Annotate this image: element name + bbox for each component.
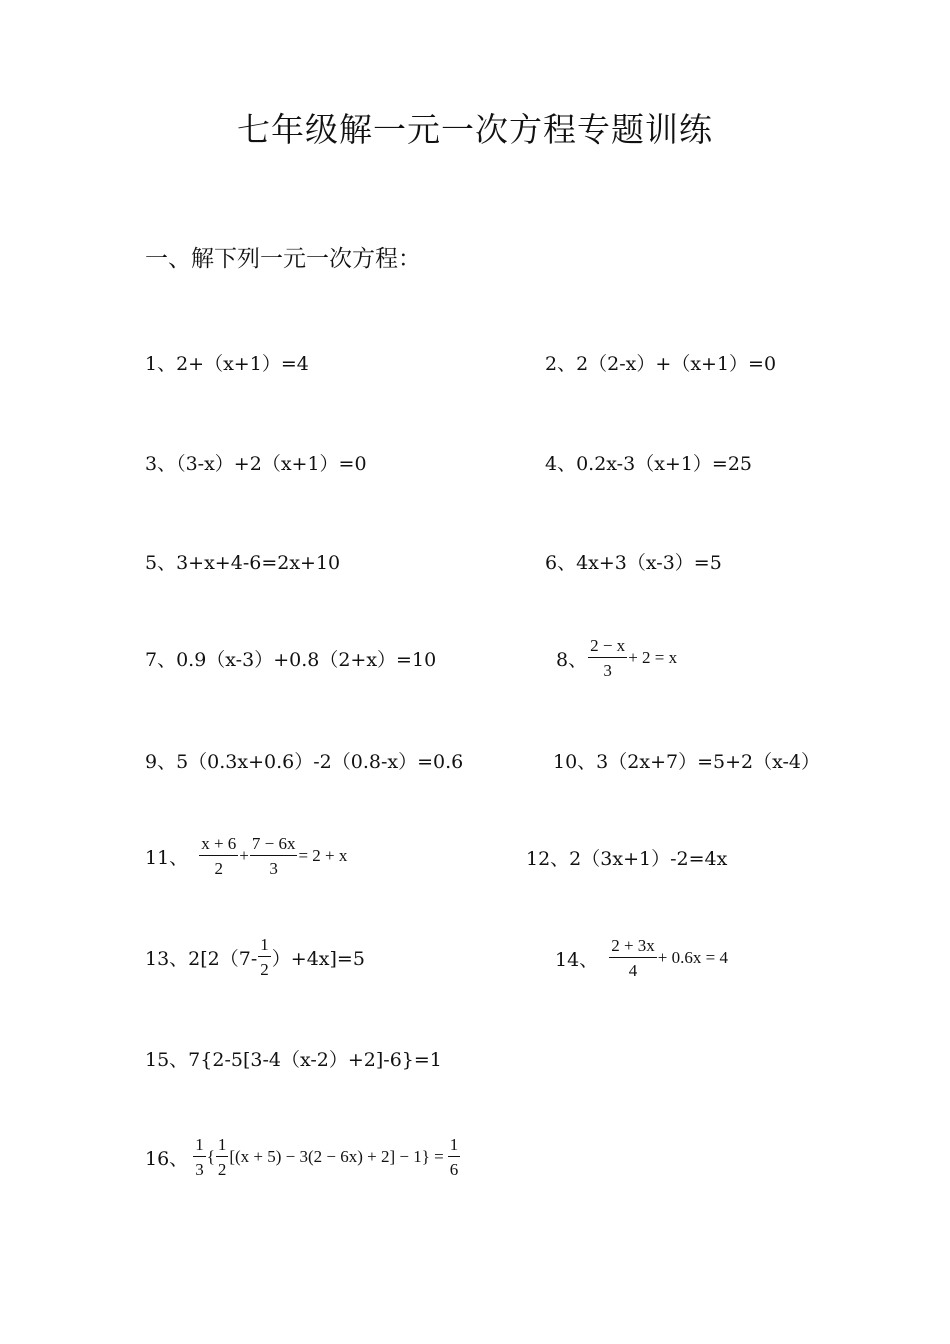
section-heading: 一、解下列一元一次方程： — [145, 246, 421, 272]
problem-7: 7、0.9（x-3）+0.8（2+x）=10 — [145, 649, 437, 671]
problem-13-label: 13、2[2（7- — [145, 947, 258, 970]
problem-13 — [145, 936, 365, 978]
problem-8 — [556, 637, 677, 679]
fraction-denominator: 2 — [260, 960, 269, 979]
fraction-numerator: 1 — [216, 1136, 229, 1157]
problem-13-rest: ）+4x]=5 — [271, 947, 365, 970]
fraction-numerator: 2 − x — [588, 637, 627, 658]
problem-3: 3、（3-x）+2（x+1）=0 — [145, 453, 367, 475]
problem-14-fraction — [609, 937, 657, 979]
fraction-denominator: 6 — [449, 1160, 459, 1179]
fraction-numerator: 1 — [448, 1136, 461, 1157]
problem-11-fraction-2 — [250, 835, 298, 877]
fraction-numerator: 1 — [258, 936, 271, 957]
fraction-denominator: 3 — [195, 1160, 204, 1179]
fraction-numerator: 2 + 3x — [609, 937, 657, 958]
problem-10: 10、3（2x+7）=5+2（x-4） — [553, 751, 820, 773]
problem-16-fraction-1 — [193, 1136, 206, 1178]
problem-12: 12、2（3x+1）-2=4x — [526, 848, 728, 870]
fraction-denominator: 3 — [603, 661, 612, 680]
problem-11-label: 11、 — [145, 846, 189, 869]
problem-6: 6、4x+3（x-3）=5 — [545, 552, 722, 574]
problem-9: 9、5（0.3x+0.6）-2（0.8-x）=0.6 — [145, 751, 464, 773]
problem-8-label: 8、 — [556, 648, 588, 671]
problem-16-brace: { — [206, 1147, 215, 1166]
fraction-numerator: x + 6 — [199, 835, 238, 856]
problem-14-label: 14、 — [555, 948, 599, 971]
problem-4: 4、0.2x-3（x+1）=25 — [545, 453, 753, 475]
problem-1: 1、2+（x+1）=4 — [145, 353, 309, 375]
fraction-denominator: 4 — [628, 961, 638, 980]
problem-14-rest: + 0.6x = 4 — [657, 948, 728, 967]
problem-11-rest: = 2 + x — [298, 846, 348, 865]
problem-11-plus: + — [239, 846, 249, 865]
problem-16-label: 16、 — [145, 1147, 189, 1170]
problem-11-fraction-1 — [199, 835, 238, 877]
problem-16-rest: [(x + 5) − 3(2 − 6x) + 2] − 1} = — [229, 1147, 444, 1166]
problem-8-rest: + 2 = x — [628, 648, 678, 667]
document-title: 七年级解一元一次方程专题训练 — [237, 110, 713, 149]
problem-8-fraction — [588, 637, 627, 679]
problem-5: 5、3+x+4-6=2x+10 — [145, 552, 341, 574]
problem-14 — [555, 937, 728, 979]
problem-16-fraction-3 — [448, 1136, 461, 1178]
fraction-numerator: 7 − 6x — [250, 835, 298, 856]
fraction-denominator: 2 — [214, 859, 223, 878]
problem-16 — [145, 1136, 461, 1178]
problem-11 — [145, 835, 347, 877]
problem-13-fraction — [258, 936, 271, 978]
problem-2: 2、2（2-x）+（x+1）=0 — [545, 353, 777, 375]
fraction-numerator: 1 — [193, 1136, 206, 1157]
fraction-denominator: 3 — [269, 859, 278, 878]
problem-15: 15、7{2-5[3-4（x-2）+2]-6}=1 — [145, 1049, 442, 1071]
problem-16-fraction-2 — [216, 1136, 229, 1178]
fraction-denominator: 2 — [217, 1160, 227, 1179]
